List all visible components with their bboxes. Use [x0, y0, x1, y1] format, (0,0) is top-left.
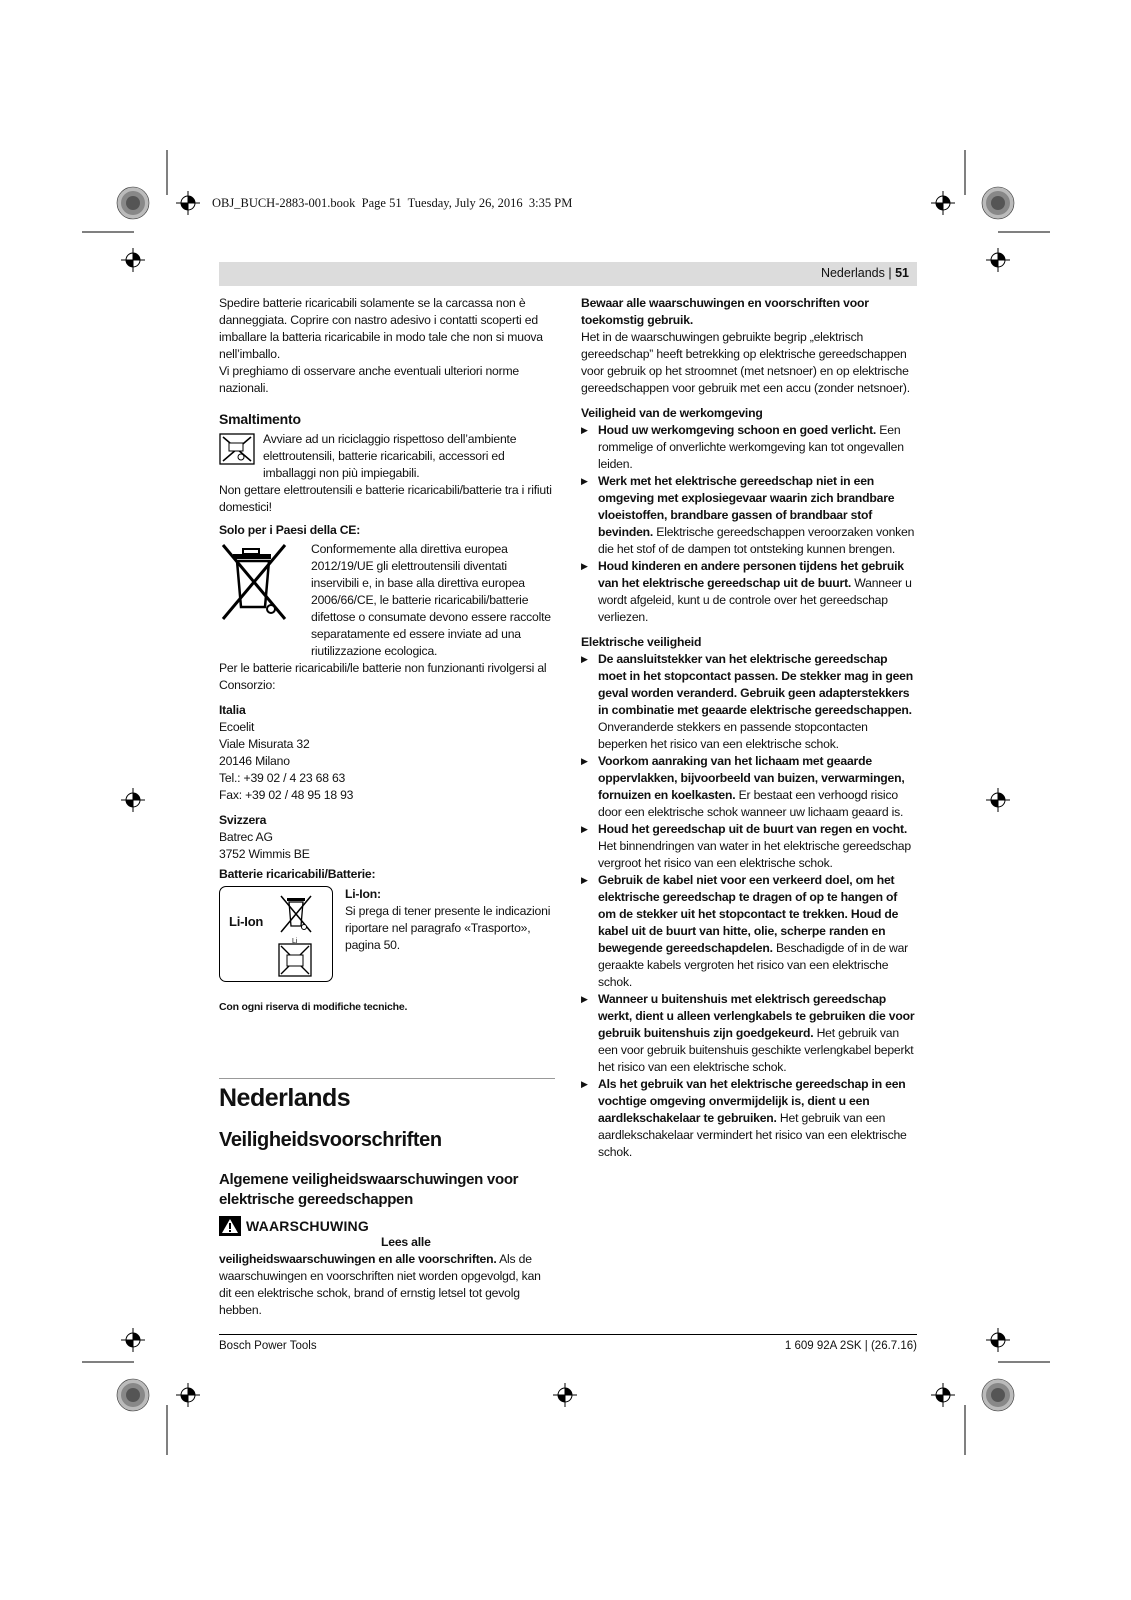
disposal-text: Avviare ad un riciclaggio rispettoso dell’ambiente elettroutensili, batterie ricaricabili, accessori ed imballaggi non più impiegabili.: [263, 432, 517, 480]
list-item: ▶ Voorkom aanraking van het lichaam met geaarde oppervlakken, bijvoorbeeld van buizen, verwarmingen, fornuizen en koelkasten. Er bestaat een verhoogd risico door een elektrische schok wanneer uw lichaam geaard is.: [581, 753, 917, 821]
list-item: ▶ Houd het gereedschap uit de buurt van regen en vocht. Het binnendringen van water in het elektrische gereedschap vergroot het risico van een elektrische schok.: [581, 821, 917, 872]
footer-divider: [219, 1334, 917, 1335]
transport-text: Spedire batterie ricaricabili solamente se la carcassa non è danneggiata. Coprire con nastro adesivo i contatti scoperti ed imballare la batteria ricaricabile in modo tale che non si muova nell’imballo.: [219, 296, 543, 361]
list-item: ▶ Houd kinderen en andere personen tijdens het gebruik van het elektrische gereedschap uit de buurt. Wanneer u wordt afgeleid, kunt u de controle over het gereedschap verliezen.: [581, 558, 917, 626]
warning-text: Als de waarschuwingen en voorschriften niet worden opgevolgd, kan dit een elektrische schok, brand of ernstig letsel tot gevolg hebben.: [219, 1252, 541, 1317]
right-column: [581, 295, 917, 1161]
warning-label: WAARSCHUWING: [246, 1217, 369, 1234]
language-title: Nederlands: [219, 1084, 351, 1112]
list-item: ▶ Als het gebruik van het elektrische gereedschap in een vochtige omgeving onvermijdelijk is, dient u een aardlekschakelaar te gebruiken. Het gebruik van een aardlekschakelaar vermindert het risico van een elektrische schok.: [581, 1076, 917, 1161]
electrical-heading: Elektrische veiligheid: [581, 635, 702, 649]
reserve-note: Con ogni riserva di modifiche tecniche.: [219, 1001, 408, 1013]
warning-badge: [219, 1216, 369, 1236]
italia-heading: Italia: [219, 703, 246, 717]
national-rules-text: Vi preghiamo di osservare anche eventuali ulteriori norme nazionali.: [219, 364, 520, 395]
no-household-text: Non gettare elettroutensili e batterie ricaricabili/batterie tra i rifiuti domestici!: [219, 483, 552, 514]
ce-text: Conformemente alla direttiva europea 2012/19/UE gli elettroutensili diventati inservibili e, in base alla direttiva europea 2006/66/CE, le batterie ricaricabili/batterie difettose o consumate devono essere raccolte separatamente ed essere inviate ad una riutilizzazione ecologica.: [311, 542, 551, 658]
crossed-bin-icon: [219, 541, 289, 623]
battery-bin-icon: [278, 892, 314, 936]
liion-text: Si prega di tener presente le indicazioni riportare nel paragrafo «Trasporto», pagina 50.: [345, 904, 551, 952]
list-item: ▶ Gebruik de kabel niet voor een verkeerd doel, om het elektrische gereedschap te dragen of op te hangen of om de stekker uit het stopcontact te trekken. Houd de kabel uit de buurt van hitte, olie, scherpe randen en bewegende gereedschapdelen. Beschadigde of in de war geraakte kabels vergroten het risico van een elektrische schok.: [581, 872, 917, 991]
liion-heading: Li-Ion:: [345, 887, 381, 901]
svizzera-heading: Svizzera: [219, 813, 267, 827]
safety-title: Veiligheidsvoorschriften: [219, 1129, 442, 1151]
list-item: ▶ Werk met het elektrische gereedschap niet in een omgeving met explosiegevaar waarin zich brandbare vloeistoffen, brandbare gassen of brandbaar stof bevinden. Elektrische gereedschappen veroorzaken vonken die het stof of de dampen tot ontsteking kunnen brengen.: [581, 473, 917, 558]
italia-line-3: 20146 Milano: [219, 754, 290, 768]
warning-bold-text: Lees alle veiligheidswaarschuwingen en alle voorschriften.: [219, 1235, 497, 1266]
section-divider: [219, 1078, 555, 1079]
list-item: ▶ Houd uw werkomgeving schoon en goed verlicht. Een rommelige of onverlichte werkomgeving kan tot ongevallen leiden.: [581, 422, 917, 473]
header-section: Nederlands: [820, 266, 885, 280]
warning-block: [219, 1215, 555, 1319]
li-small-label: Li: [292, 938, 298, 945]
work-area-heading: Veiligheid van de werkomgeving: [581, 406, 763, 420]
book-slug: OBJ_BUCH-2883-001.book Page 51 Tuesday, July 26, 2016 3:35 PM: [212, 196, 573, 210]
left-column: [219, 295, 555, 1016]
footer-left: Bosch Power Tools: [219, 1340, 317, 1352]
page-header: Nederlands | 51: [219, 262, 917, 286]
liion-box: [219, 886, 333, 982]
consortium-text: Per le batterie ricaricabili/le batterie non funzionanti rivolgersi al Consorzio:: [219, 661, 547, 692]
list-item: ▶ Wanneer u buitenshuis met elektrisch gereedschap werkt, dient u alleen verlengkabels te gebruiken die voor gebruik buitenshuis zijn goedgekeurd. Het gebruik van een voor gebruik buitenshuis geschikte verlengkabel beperkt het risico van een elektrische schok.: [581, 991, 917, 1076]
header-page-number: 51: [895, 266, 909, 280]
liion-box-label: Li-Ion: [229, 914, 264, 929]
svizzera-line-2: 3752 Wimmis BE: [219, 847, 310, 861]
svizzera-line-1: Batrec AG: [219, 830, 273, 844]
ce-heading: Solo per i Paesi della CE:: [219, 523, 361, 537]
battery-heading: Batterie ricaricabili/Batterie:: [219, 867, 376, 881]
term-definition: Het in de waarschuwingen gebruikte begrip „elektrisch gereedschap” heeft betrekking op elektrische gereedschappen voor gebruik op het stroomnet (met netsnoer) en op elektrische gereedschappen voor gebruik met een accu (zonder netsnoer).: [581, 330, 910, 395]
recycle-tool-icon: [219, 433, 255, 465]
keep-instructions: Bewaar alle waarschuwingen en voorschriften voor toekomstig gebruik.: [581, 296, 869, 327]
italia-line-1: Ecoelit: [219, 720, 255, 734]
warning-triangle-icon: [219, 1216, 241, 1236]
disposal-heading: Smaltimento: [219, 411, 301, 427]
list-item: ▶ De aansluitstekker van het elektrische gereedschap moet in het stopcontact passen. De stekker mag in geen geval worden veranderd. Gebruik geen adapterstekkers in combinatie met geaarde elektrische gereedschappen. Onveranderde stekkers en passende stopcontacten beperken het risico van een elektrische schok.: [581, 651, 917, 753]
battery-recycle-icon: [278, 943, 312, 977]
footer-right: 1 609 92A 2SK | (26.7.16): [784, 1340, 917, 1352]
general-warnings-title: Algemene veiligheidswaarschuwingen voor elektrische gereedschappen: [219, 1171, 519, 1208]
italia-line-4: Tel.: +39 02 / 4 23 68 63: [219, 771, 346, 785]
italia-line-2: Viale Misurata 32: [219, 737, 310, 751]
italia-line-5: Fax: +39 02 / 48 95 18 93: [219, 788, 354, 802]
